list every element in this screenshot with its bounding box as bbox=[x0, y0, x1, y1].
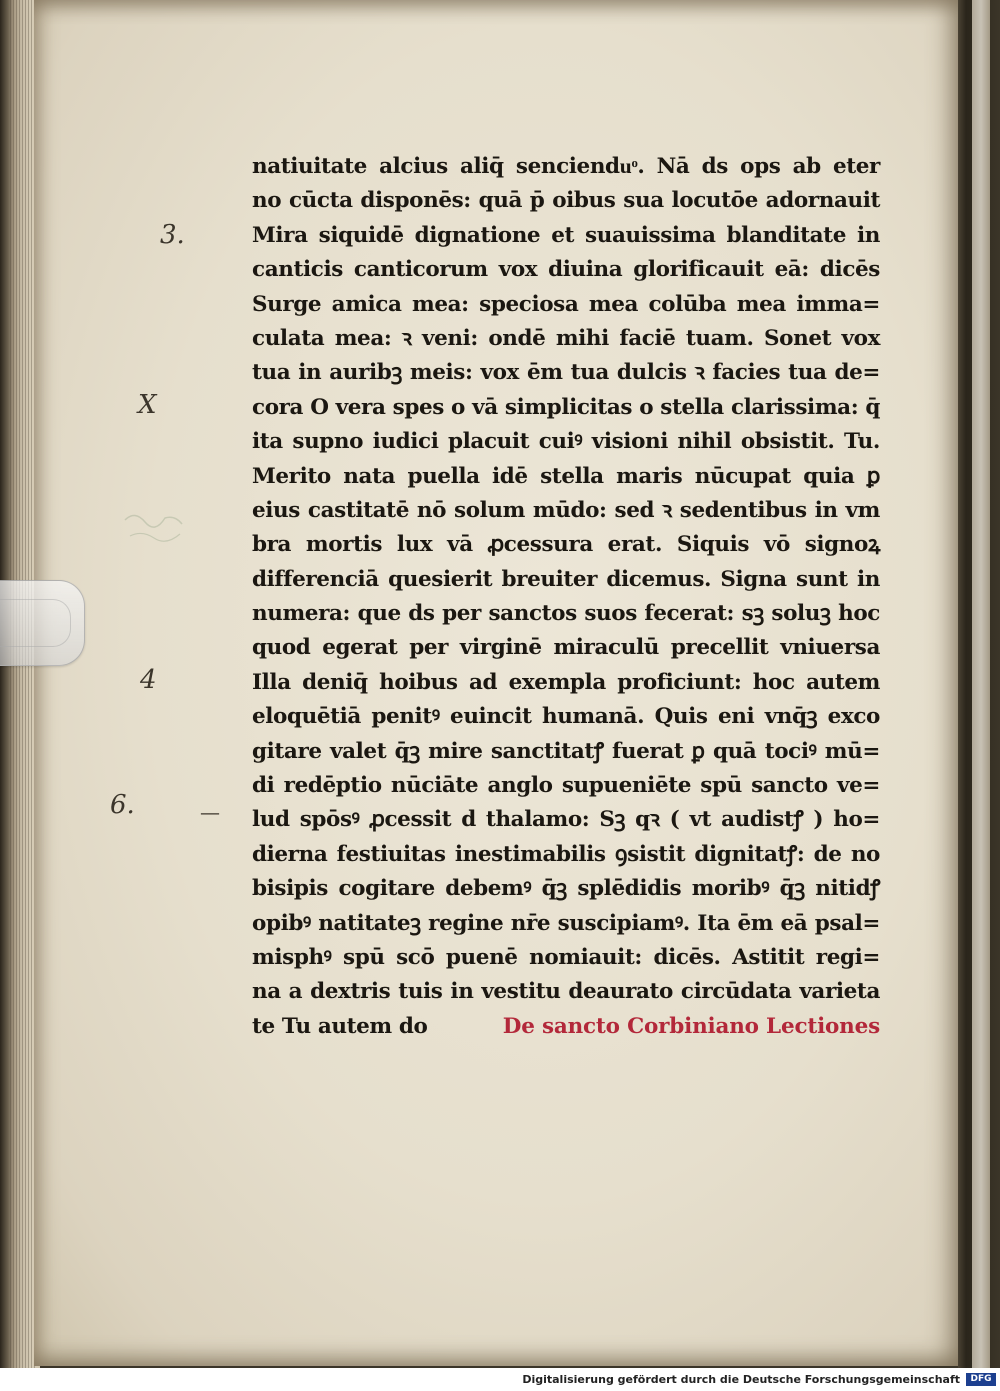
text-line: tua in auribꝫ meis: vox ēm tua dulcis ꝛ facies tua de= bbox=[252, 360, 880, 386]
rubric-heading: De sancto Corbiniano Lectiones bbox=[502, 1013, 880, 1039]
text-line: Merito nata puella idē stella maris nūcupat quia ꝑ bbox=[252, 463, 880, 489]
margin-note-3: 3. bbox=[160, 220, 185, 250]
footer-credit: Digitalisierung gefördert durch die Deutsche Forschungsgemeinschaft bbox=[522, 1373, 960, 1386]
facing-page-edge bbox=[958, 0, 1000, 1368]
margin-dash: — bbox=[200, 800, 220, 824]
text-line: dierna festiuitas inestimabilis ꝯsistit dignitatꝭ: de no bbox=[252, 841, 880, 867]
text-line: bisipis cogitare debemꝰ q̄ꝫ splēdidis moribꝰ q̄ꝫ nitidꝭ bbox=[252, 876, 880, 902]
text-line: di redēptio nūciāte anglo supueniēte spū sancto ve= bbox=[252, 773, 880, 799]
text-line: eloquētiā penitꝰ euincit humanā. Quis eni vnq̄ꝫ exco bbox=[252, 704, 880, 730]
text-line: na a dextris tuis in vestitu deaurato circūdata varieta bbox=[252, 979, 880, 1005]
text-line: differenciā quesierit breuiter dicemus. Signa sunt in bbox=[252, 566, 880, 592]
text-line: eius castitatē nō solum mūdo: sed ꝛ sedentibus in vm bbox=[252, 497, 880, 523]
text-line: lud spōsꝰ ꝓcessit d thalamo: Sꝫ qꝛ ( vt audistꝭ ) ho= bbox=[252, 807, 880, 833]
text-line: Surge amica mea: speciosa mea colūba mea imma= bbox=[252, 291, 880, 317]
text-line: opibꝰ natitateꝫ regine nr̄e suscipiamꝰ. Ita ēm eā psal= bbox=[252, 910, 880, 936]
text-line: canticis canticorum vox diuina glorificauit eā: dicēs bbox=[252, 257, 880, 283]
faint-marginal-trace bbox=[120, 500, 190, 550]
text-line: cora O vera spes o vā simplicitas o stella clarissima: q̄ bbox=[252, 394, 880, 420]
text-line: natiuitate alcius aliq̄ sencienduͦ. Nā ds ops ab eter bbox=[252, 154, 880, 179]
text-line: ita supno iudici placuit cuiꝰ visioni nihil obsistit. Tu. bbox=[252, 429, 880, 455]
text-line-last bbox=[252, 1010, 880, 1044]
dfg-logo: DFG bbox=[966, 1373, 996, 1386]
margin-note-4: 4 bbox=[140, 665, 157, 695]
text-line: culata mea: ꝛ veni: ondē mihi faciē tuam. Sonet vox bbox=[252, 325, 880, 351]
text-line: no cūcta disponēs: quā p̄ oibus sua locutōe adornauit bbox=[252, 188, 880, 214]
margin-note-x: X bbox=[138, 390, 157, 420]
text-line: quod egerat per virginē miraculū precellit vniuersa bbox=[252, 635, 880, 661]
text-line: bra mortis lux vā ꝓcessura erat. Siquis vō signoꝝ bbox=[252, 532, 880, 558]
last-line-text: te Tu autem do bbox=[252, 1013, 428, 1039]
margin-note-6: 6. bbox=[110, 790, 135, 820]
page-clip bbox=[0, 580, 85, 666]
footer-bar bbox=[0, 1368, 1000, 1391]
text-line: gitare valet q̄ꝫ mire sanctitatꝭ fuerat ꝑ quā tociꝰ mū= bbox=[252, 738, 880, 764]
text-line: misphꝰ spū scō puenē nomiauit: dicēs. Astitit regi= bbox=[252, 944, 880, 970]
text-line: Illa deniq̄ hoibus ad exempla proficiunt: hoc autem bbox=[252, 669, 880, 695]
text-line: numera: que ds per sanctos suos fecerat: sꝫ soluꝫ hoc bbox=[252, 601, 880, 627]
page-text bbox=[252, 150, 880, 1044]
text-line: Mira siquidē dignatione et suauissima blanditate in bbox=[252, 222, 880, 248]
